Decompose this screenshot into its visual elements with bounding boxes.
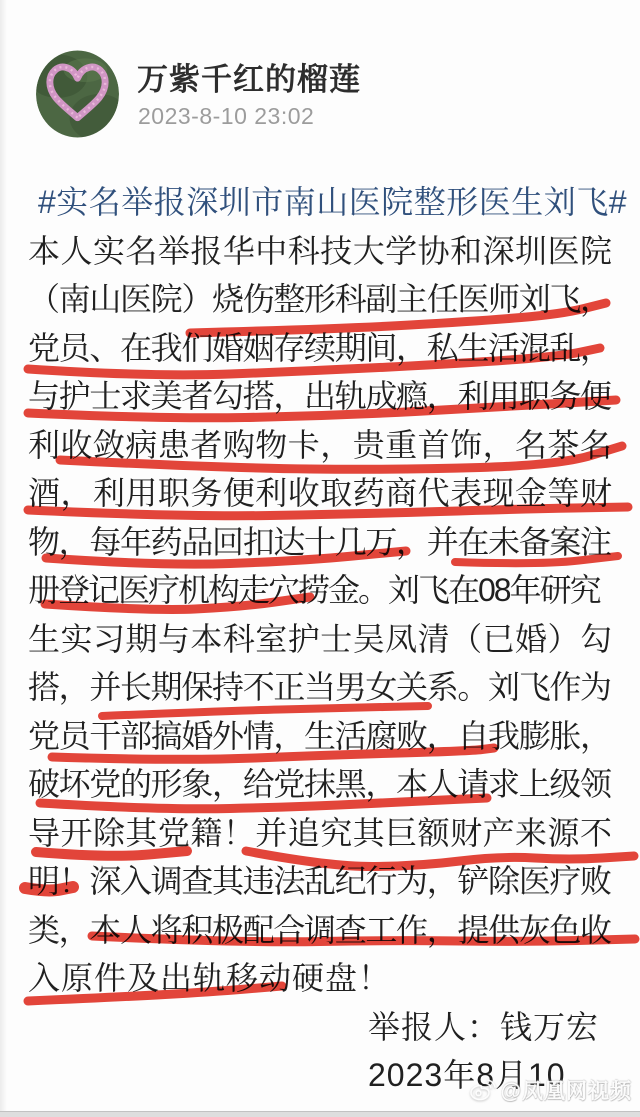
post-line: （南山医院）烧伤整形科副主任医师刘飞， — [28, 281, 611, 317]
post-line: 明！深入调查其违法乱纪行为，铲除医疗败 — [28, 863, 611, 899]
post-line: 类，本人将积极配合调查工作，提供灰色收 — [28, 911, 611, 948]
avatar-image — [36, 50, 119, 138]
post-line: 导开除其党籍！并追究其巨额财产来源不 — [28, 814, 613, 851]
signature-line: 举报人：钱万宏 — [368, 1008, 600, 1045]
post-line: 生实习期与本科室护士吴凤清（已婚）勾 — [28, 620, 613, 657]
post-line: 搭，并长期保持不正当男女关系。刘飞作为 — [28, 669, 611, 705]
post-line: 本人实名举报华中科技大学协和深圳医院 — [28, 232, 613, 269]
watermark-text: @凤凰网视频 — [500, 1080, 632, 1103]
post-line: 与护士求美者勾搭，出轨成瘾，利用职务便 — [28, 378, 611, 414]
signature-line: 2023年8月10 — [368, 1057, 566, 1093]
timestamp: 2023-8-10 23:02 — [138, 103, 315, 129]
post-line: 党员、在我们婚姻存续期间，私生活混乱， — [28, 329, 611, 366]
post-header — [0, 0, 640, 150]
post-line: 党员干部搞婚外情，生活腐败，自我膨胀， — [28, 717, 611, 754]
post-line: 利收敛病患者购物卡，贵重首饰，名茶名 — [28, 426, 613, 463]
avatar[interactable] — [36, 50, 119, 138]
post-body — [28, 178, 628, 1100]
post-line: 物，每年药品回扣达十几万，并在未备案注 — [28, 523, 611, 560]
post-line: 册登记医疗机构走穴捞金。刘飞在08年研究 — [28, 572, 600, 608]
bottom-edge-strip — [0, 1111, 640, 1117]
post-line: 破坏党的形象，给党抹黑，本人请求上级领 — [28, 766, 611, 802]
post-line: 酒，利用职务便利收取药商代表现金等财 — [28, 475, 613, 511]
post-line: 入原件及出轨移动硬盘！ — [28, 960, 392, 996]
username[interactable]: 万紫千红的榴莲 — [137, 62, 361, 97]
scan-edge-artifact — [0, 0, 7, 1117]
post-hashtag[interactable]: #实名举报深圳市南山医院整形医生刘飞# — [38, 184, 628, 220]
